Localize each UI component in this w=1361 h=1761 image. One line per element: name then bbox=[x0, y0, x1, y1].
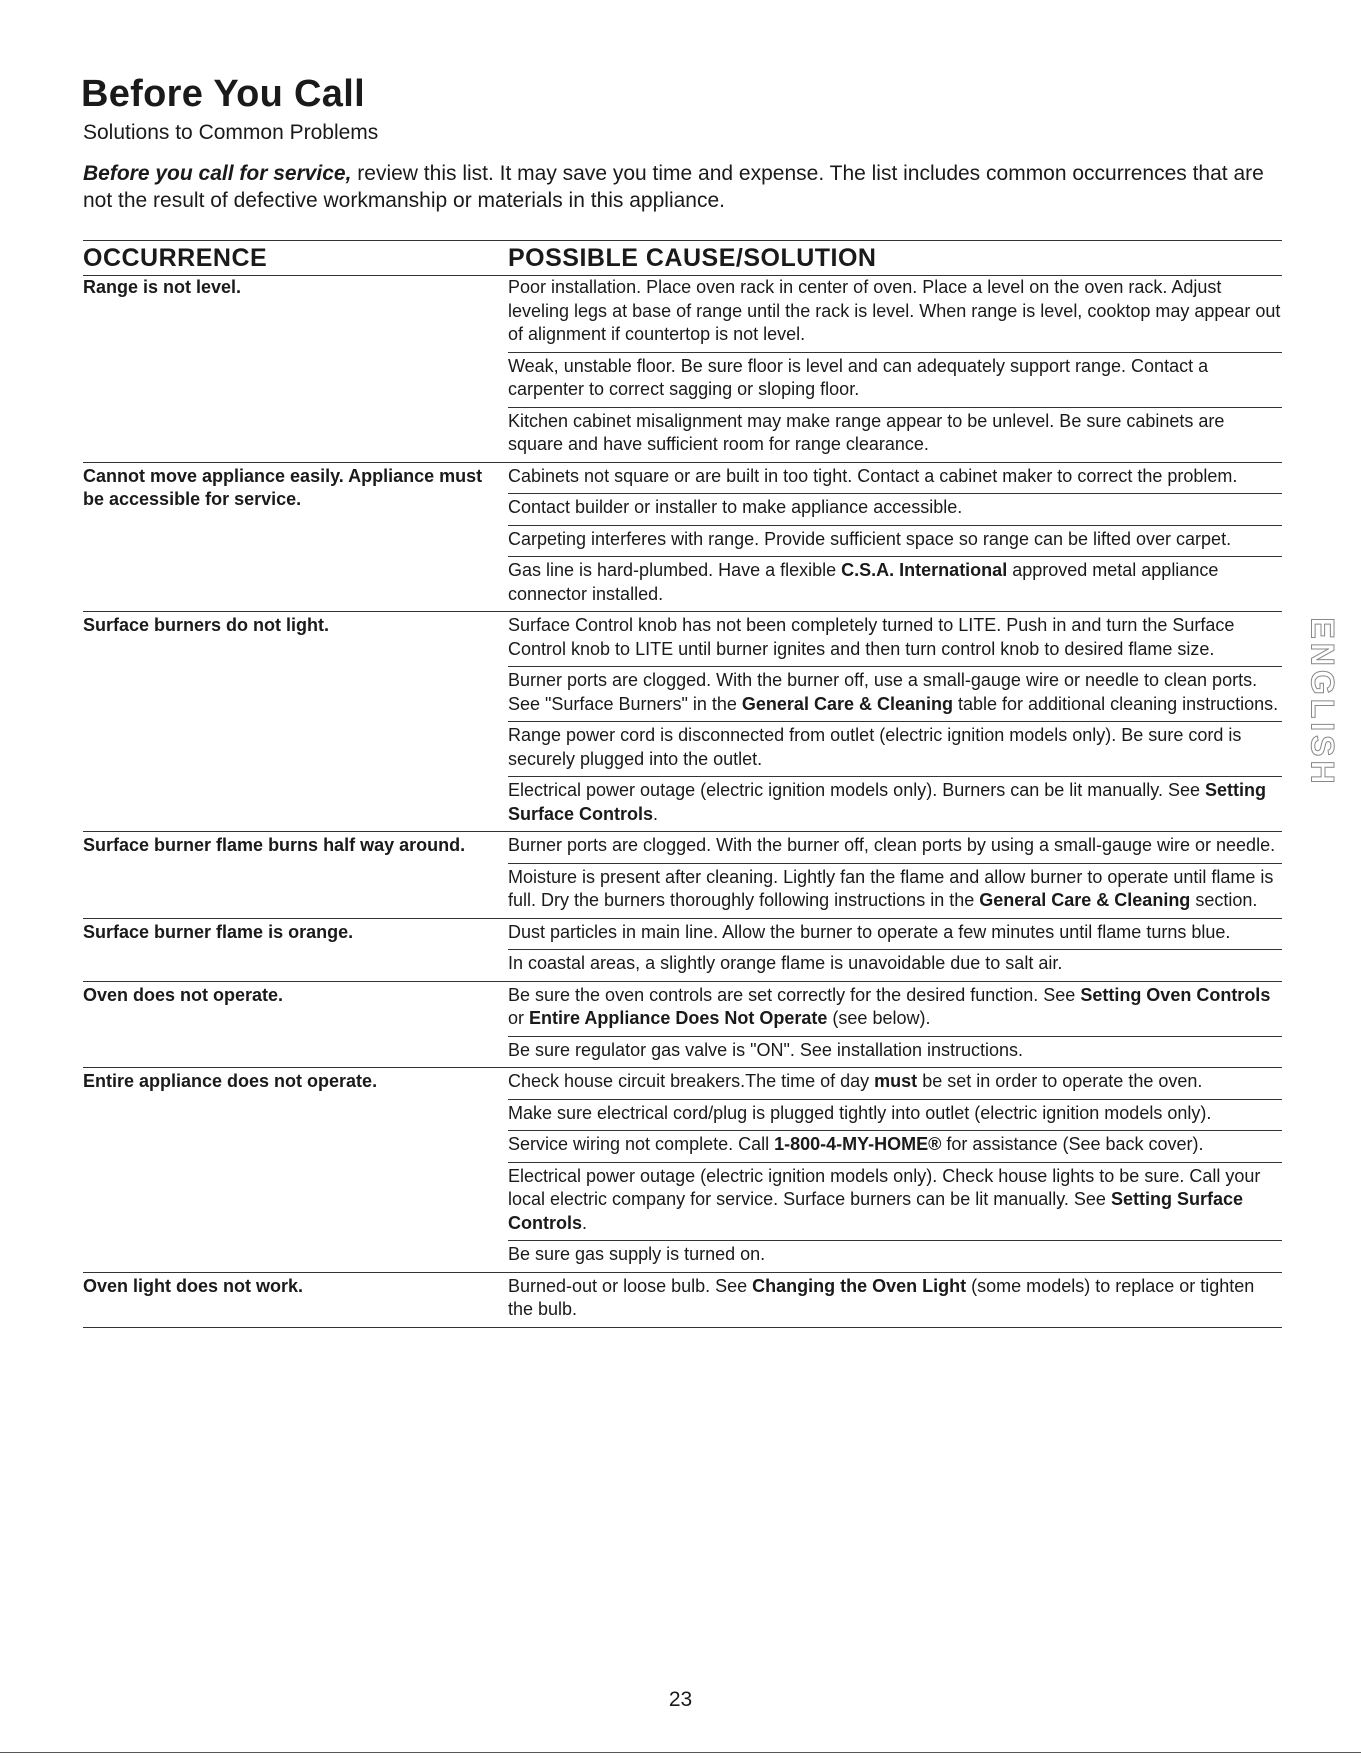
solution-emphasis: Changing the Oven Light bbox=[752, 1275, 967, 1296]
intro-paragraph bbox=[83, 160, 1283, 214]
solution-item bbox=[508, 274, 1282, 352]
solution-text: Moisture is present after cleaning. Lightly fan the flame and allow burner to operate until flame is full. Dry the burners thoroughly following instructions in the bbox=[508, 866, 1274, 910]
solution-text: Be sure the oven controls are set correctly for the desired function. See bbox=[508, 984, 1081, 1005]
solution-emphasis: General Care & Cleaning bbox=[979, 890, 1191, 910]
solutions-cell bbox=[508, 612, 1282, 831]
occurrence-cell: Oven does not operate. bbox=[83, 984, 284, 1005]
occurrence-cell: Surface burner flame burns half way around. bbox=[83, 835, 466, 855]
solution-text: Dust particles in main line. Allow the burner to operate a few minutes until flame turns blue. bbox=[508, 921, 1231, 942]
solution-text: Burned-out or loose bulb. See bbox=[508, 1275, 753, 1296]
solution-item bbox=[508, 919, 1282, 950]
solution-item bbox=[508, 776, 1282, 831]
solution-text: Electrical power outage (electric ignition models only). Check house lights to be sure. Call your local electric company for service. Surface burners can be lit manually. See bbox=[508, 1165, 1261, 1209]
solution-text: Carpeting interferes with range. Provide sufficient space so range can be lifted over carpet. bbox=[508, 528, 1232, 549]
solution-emphasis: must bbox=[874, 1071, 918, 1091]
solution-item bbox=[508, 556, 1282, 611]
solution-text: . bbox=[582, 1212, 588, 1233]
table-row bbox=[83, 919, 1282, 982]
table-header bbox=[83, 240, 1282, 276]
solution-item bbox=[508, 1273, 1282, 1327]
solution-item bbox=[508, 407, 1282, 462]
table-row bbox=[83, 982, 1282, 1069]
language-tab bbox=[1302, 612, 1342, 792]
occurrence-cell: Range is not level. bbox=[83, 277, 242, 297]
table-row bbox=[83, 1068, 1282, 1273]
language-tab-label: ENGLISH bbox=[1304, 616, 1341, 788]
occurrence-cell: Cannot move appliance easily. Appliance must be accessible for service. bbox=[83, 465, 483, 509]
solution-text: Be sure regulator gas valve is "ON". See installation instructions. bbox=[508, 1039, 1024, 1060]
solution-item bbox=[508, 1130, 1282, 1162]
table-row bbox=[83, 274, 1282, 463]
occurrence-cell: Surface burners do not light. bbox=[83, 615, 330, 635]
occurrence-column-header: OCCURRENCE bbox=[83, 244, 268, 272]
solution-item bbox=[508, 721, 1282, 776]
solution-item bbox=[508, 352, 1282, 407]
solution-item bbox=[508, 982, 1282, 1036]
solution-emphasis: Entire Appliance Does Not Operate bbox=[529, 1008, 828, 1028]
solution-item bbox=[508, 1240, 1282, 1272]
solution-text: Kitchen cabinet misalignment may make range appear to be unlevel. Be sure cabinets are square and have sufficient room for range clearance. bbox=[508, 410, 1225, 454]
solution-text: for assistance (See back cover). bbox=[941, 1134, 1204, 1154]
solution-text: table for additional cleaning instructions. bbox=[952, 693, 1279, 714]
occurrence-cell: Surface burner flame is orange. bbox=[83, 921, 354, 942]
solutions-cell bbox=[508, 1273, 1282, 1327]
solution-text: Electrical power outage (electric ignition models only). Burners can be lit manually. See bbox=[508, 780, 1205, 800]
solution-text: Cabinets not square or are built in too tight. Contact a cabinet maker to correct the problem. bbox=[508, 465, 1238, 486]
solution-item bbox=[508, 1099, 1282, 1131]
solution-text: be set in order to operate the oven. bbox=[917, 1071, 1203, 1091]
solution-text: Make sure electrical cord/plug is plugged tightly into outlet (electric ignition models only). bbox=[508, 1102, 1212, 1123]
table-row bbox=[83, 612, 1282, 832]
page-number: 23 bbox=[668, 1688, 693, 1711]
solution-text: Poor installation. Place oven rack in center of oven. Place a level on the oven rack. Adjust leveling legs at base of range until the rack is level. When range is level, cooktop may appear out of alignment if countertop is not level. bbox=[508, 277, 1281, 344]
solution-item bbox=[508, 863, 1282, 918]
solution-item bbox=[508, 666, 1282, 721]
solution-text: Check house circuit breakers.The time of day bbox=[508, 1071, 875, 1091]
solution-text: (see below). bbox=[827, 1008, 931, 1028]
solution-text: . bbox=[653, 803, 659, 824]
bottom-rule bbox=[0, 1752, 1361, 1753]
solution-item bbox=[508, 612, 1282, 666]
solution-emphasis: Setting Surface Controls bbox=[508, 1189, 1243, 1233]
solution-column-header: POSSIBLE CAUSE/SOLUTION bbox=[508, 244, 877, 272]
solution-item bbox=[508, 463, 1282, 494]
solution-item bbox=[508, 832, 1282, 863]
solution-text: Weak, unstable floor. Be sure floor is level and can adequately support range. Contact a carpenter to correct sagging or sloping floor. bbox=[508, 355, 1209, 399]
intro-text: review this list. It may save you time and expense. The list includes common occurrences that are not the result of defective workmanship or materials in this appliance. bbox=[83, 162, 1264, 212]
solutions-cell bbox=[508, 463, 1282, 612]
solution-emphasis: Setting Surface Controls bbox=[508, 780, 1266, 824]
troubleshooting-table bbox=[83, 274, 1282, 1328]
table-row bbox=[83, 1273, 1282, 1328]
solution-item bbox=[508, 1036, 1282, 1068]
page-subtitle: Solutions to Common Problems bbox=[83, 121, 379, 144]
solution-text: or bbox=[508, 1008, 530, 1028]
solution-text: section. bbox=[1190, 890, 1258, 910]
solution-text: In coastal areas, a slightly orange flame is unavoidable due to salt air. bbox=[508, 953, 1063, 973]
solution-text: Surface Control knob has not been completely turned to LITE. Push in and turn the Surface Control knob to LITE until burner ignites and then turn control knob to desired flame size. bbox=[508, 615, 1235, 659]
solution-item bbox=[508, 1068, 1282, 1099]
solutions-cell bbox=[508, 982, 1282, 1068]
solution-text: Burner ports are clogged. With the burner off, clean ports by using a small-gauge wire or needle. bbox=[508, 835, 1276, 855]
solutions-cell bbox=[508, 274, 1282, 462]
solution-text: approved metal appliance connector installed. bbox=[508, 560, 1219, 604]
intro-lead: Before you call for service, bbox=[83, 162, 352, 185]
page-title: Before You Call bbox=[81, 73, 365, 115]
solution-item bbox=[508, 493, 1282, 525]
solution-emphasis: General Care & Cleaning bbox=[741, 693, 953, 714]
solution-text: Gas line is hard-plumbed. Have a flexible bbox=[508, 560, 842, 580]
solution-emphasis: C.S.A. International bbox=[841, 560, 1008, 580]
solution-emphasis: Setting Oven Controls bbox=[1080, 984, 1271, 1005]
solution-text: Burner ports are clogged. With the burner off, use a small-gauge wire or needle to clean ports. See "Surface Burners" in the bbox=[508, 670, 1258, 714]
occurrence-cell: Oven light does not work. bbox=[83, 1275, 304, 1296]
solution-text: (some models) to replace or tighten the bulb. bbox=[508, 1275, 1255, 1319]
solution-text: Service wiring not complete. Call bbox=[508, 1134, 775, 1154]
table-row bbox=[83, 832, 1282, 919]
solution-item bbox=[508, 525, 1282, 557]
solutions-cell bbox=[508, 919, 1282, 981]
solutions-cell bbox=[508, 832, 1282, 918]
solution-text: Range power cord is disconnected from outlet (electric ignition models only). Be sure cord is securely plugged into the outlet. bbox=[508, 725, 1242, 769]
solution-item bbox=[508, 949, 1282, 981]
solution-text: Contact builder or installer to make appliance accessible. bbox=[508, 497, 963, 517]
table-row bbox=[83, 463, 1282, 613]
solution-text: Be sure gas supply is turned on. bbox=[508, 1244, 766, 1264]
solutions-cell bbox=[508, 1068, 1282, 1272]
solution-item bbox=[508, 1162, 1282, 1241]
solution-emphasis: 1-800-4-MY-HOME® bbox=[774, 1134, 942, 1154]
occurrence-cell: Entire appliance does not operate. bbox=[83, 1071, 378, 1091]
